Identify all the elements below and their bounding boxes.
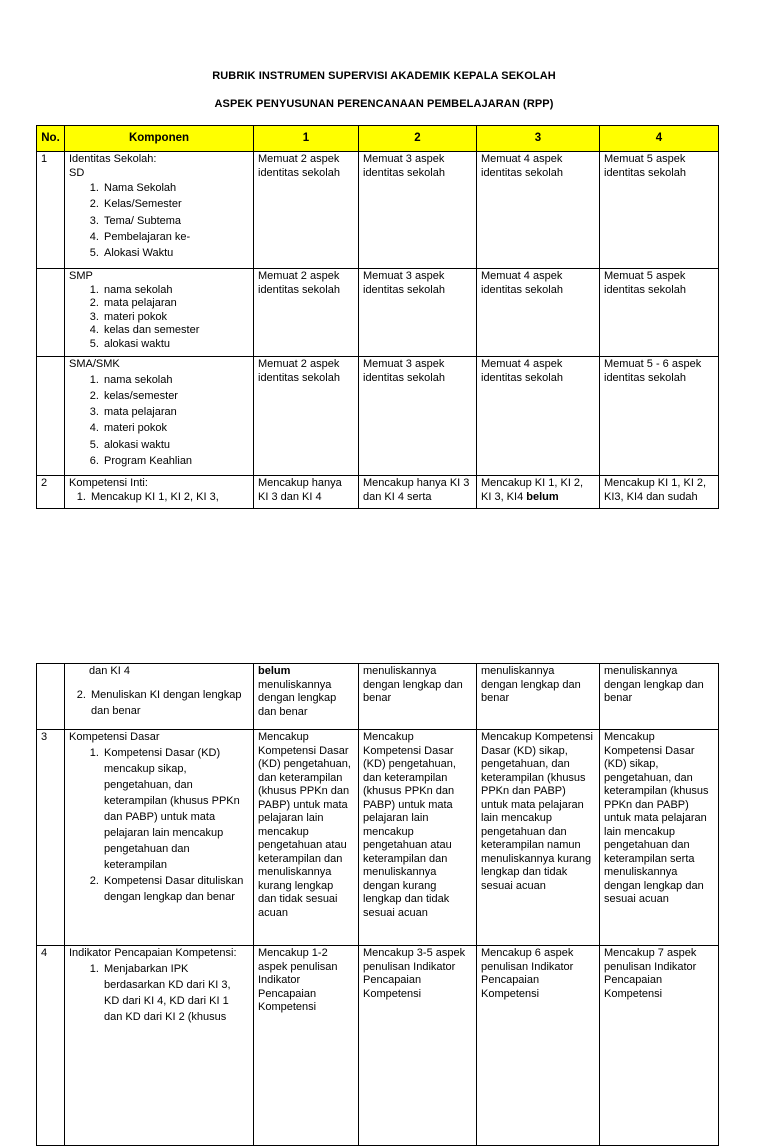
score-1-cell: Memuat 2 aspek identitas sekolah [254,269,359,357]
table-row-kompetensi-inti [37,476,719,509]
score-2-cell: Memuat 3 aspek identitas sekolah [359,269,477,357]
list-item: 3. materi pokok [102,311,248,325]
score-3-cell: Mencakup 6 aspek penulisan Indikator Pencapaian Kompetensi [477,946,600,1146]
list-item: 2. Kelas/Semester [102,196,248,212]
list-item: 1. Kompetensi Dasar (KD) mencakup sikap, pengetahuan, dan keterampilan (khusus PPKn dan PABP) untuk mata pelajaran lain mencakup pengetahuan dan keterampilan [102,745,248,873]
table-row-identitas-smp [37,269,719,357]
table-row-kompetensi-inti-continued [37,664,719,730]
component-cell [65,476,254,509]
list-item: 5. alokasi waktu [102,437,248,453]
score-4-cell: Memuat 5 - 6 aspek identitas sekolah [600,357,719,476]
score-4-cell: Memuat 5 aspek identitas sekolah [600,152,719,269]
list-item: 6. Program Keahlian [102,453,248,469]
score-2-cell: Memuat 3 aspek identitas sekolah [359,152,477,269]
header-score-4: 4 [600,126,719,152]
list-item: 1. Mencakup KI 1, KI 2, KI 3, [89,491,248,505]
component-cell [65,357,254,476]
score-3-cell: Memuat 4 aspek identitas sekolah [477,269,600,357]
header-komponen: Komponen [65,126,254,152]
score-4-cell: Mencakup KI 1, KI 2, KI3, KI4 dan sudah [600,476,719,509]
component-cell [65,269,254,357]
header-score-2: 2 [359,126,477,152]
score-1-cell: Mencakup Kompetensi Dasar (KD) pengetahuan, dan keterampilan (khusus PPKn dan PABP) untuk mata pelajaran lain mencakup pengetahuan atau keterampilan dan menuliskannya kurang lengkap dan tidak sesuai acuan [254,730,359,946]
component-list [69,372,248,470]
component-list [69,180,248,261]
score-3-emphasis: belum [526,490,559,503]
component-cell [65,946,254,1146]
component-list [69,745,248,905]
list-item: 2. Kompetensi Dasar dituliskan dengan lengkap dan benar [102,873,248,905]
score-4-cell: Mencakup 7 aspek penulisan Indikator Pencapaian Kompetensi [600,946,719,1146]
score-3-cell: menuliskannya dengan lengkap dan benar [477,664,600,730]
score-4-cell: menuliskannya dengan lengkap dan benar [600,664,719,730]
list-item: 2. kelas/semester [102,388,248,404]
row-number [37,357,65,476]
component-heading: Kompetensi Inti: [69,477,148,489]
list-item: 2. mata pelajaran [102,297,248,311]
row-number [37,664,65,730]
score-2-cell: Memuat 3 aspek identitas sekolah [359,357,477,476]
table-row-identitas-sd [37,152,719,269]
score-1-text: menuliskannya dengan lengkap dan benar [258,678,337,718]
score-1-cell: Memuat 2 aspek identitas sekolah [254,357,359,476]
component-heading: Indikator Pencapaian Kompetensi: [69,947,237,959]
document-subtitle: ASPEK PENYUSUNAN PERENCANAAN PEMBELAJARAN (RPP) [214,98,554,110]
score-1-cell: Memuat 2 aspek identitas sekolah [254,152,359,269]
row-number: 1 [37,152,65,269]
score-2-cell: menuliskannya dengan lengkap dan benar [359,664,477,730]
component-cell [65,152,254,269]
score-3-text: Mencakup KI 1, KI 2, KI 3, KI4 [481,477,584,503]
score-2-cell: Mencakup 3-5 aspek penulisan Indikator Pencapaian Kompetensi [359,946,477,1146]
row-number: 3 [37,730,65,946]
list-item: 4. kelas dan semester [102,324,248,338]
list-item-continuation: dan KI 4 [89,665,130,677]
score-2-cell: Mencakup Kompetensi Dasar (KD) pengetahuan, dan keterampilan (khusus PPKn dan PABP) untuk mata pelajaran lain mencakup pengetahuan atau keterampilan dan menuliskannya dengan kurang lengkap dan tidak sesuai acuan [359,730,477,946]
component-subheading: SMA/SMK [69,358,120,370]
score-1-cell: Mencakup 1-2 aspek penulisan Indikator Pencapaian Kompetensi [254,946,359,1146]
row-number: 4 [37,946,65,1146]
component-subheading: SD [69,166,85,179]
list-item: 1. nama sekolah [102,372,248,388]
table-row-identitas-sma [37,357,719,476]
component-cell [65,730,254,946]
score-3-cell: Memuat 4 aspek identitas sekolah [477,357,600,476]
table-header-row [37,126,719,152]
header-no: No. [37,126,65,152]
list-item: 5. alokasi waktu [102,338,248,352]
score-4-cell: Mencakup Kompetensi Dasar (KD) sikap, pengetahuan, dan keterampilan (khusus PPKn dan PABP) untuk mata pelajaran lain mencakup pengetahuan dan keterampilan serta menuliskannya dengan lengkap dan sesuai acuan [600,730,719,946]
rubric-table-page-1 [36,125,719,509]
header-score-3: 3 [477,126,600,152]
score-1-cell [254,664,359,730]
row-number [37,269,65,357]
score-3-cell: Mencakup Kompetensi Dasar (KD) sikap, pengetahuan, dan keterampilan (khusus PPKn dan PABP) untuk mata pelajaran lain mencakup pengetahuan dan keterampilan namun menuliskannya kurang lengkap dan tidak sesuai acuan [477,730,600,946]
component-list [69,284,248,352]
list-item: 4. materi pokok [102,420,248,436]
score-1-cell: Mencakup hanya KI 3 dan KI 4 [254,476,359,509]
component-list [69,961,248,1025]
score-1-emphasis: belum [258,665,291,677]
component-cell [65,664,254,730]
header-score-1: 1 [254,126,359,152]
score-3-cell [477,476,600,509]
list-item: 3. mata pelajaran [102,404,248,420]
list-item: 4. Pembelajaran ke- [102,229,248,245]
score-2-cell: Mencakup hanya KI 3 dan KI 4 serta [359,476,477,509]
row-number: 2 [37,476,65,509]
component-list [69,491,248,505]
list-item: 5. Alokasi Waktu [102,245,248,261]
list-item: 1. nama sekolah [102,284,248,298]
component-heading: Kompetensi Dasar [69,731,160,743]
rubric-table-page-2 [36,663,719,1146]
list-item: 1. Menjabarkan IPK berdasarkan KD dari KI 3, KD dari KI 4, KD dari KI 1 dan KD dari KI 2 (khusus [102,961,248,1025]
score-4-cell: Memuat 5 aspek identitas sekolah [600,269,719,357]
table-row-kompetensi-dasar [37,730,719,946]
component-heading: Identitas Sekolah: [69,153,157,165]
list-item: 3. Tema/ Subtema [102,213,248,229]
component-list [69,687,248,719]
score-3-cell: Memuat 4 aspek identitas sekolah [477,152,600,269]
table-row-indikator [37,946,719,1146]
document-title: RUBRIK INSTRUMEN SUPERVISI AKADEMIK KEPALA SEKOLAH [212,70,556,82]
list-item: 2. Menuliskan KI dengan lengkap dan benar [89,687,248,719]
component-subheading: SMP [69,270,93,282]
list-item: 1. Nama Sekolah [102,180,248,196]
